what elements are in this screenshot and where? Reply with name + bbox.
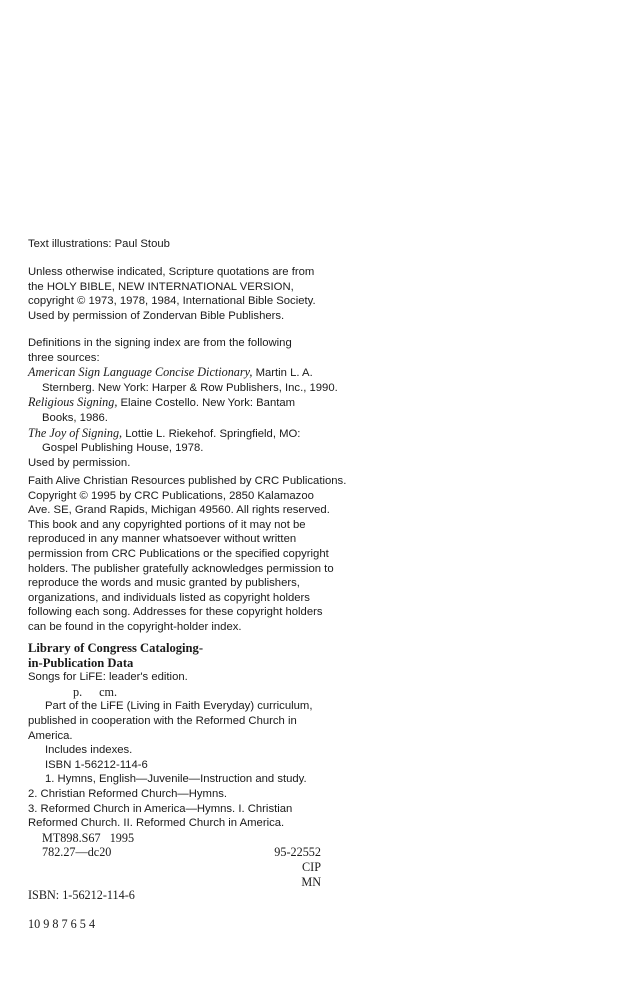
- cip-pages: p.: [73, 684, 83, 699]
- cip-subject: Reformed Church. II. Reformed Church in America.: [28, 817, 285, 830]
- source-details: Lottie L. Riekehof. Springfield, MO:: [122, 427, 301, 440]
- definitions-intro: Definitions in the signing index are from the following: [28, 337, 292, 349]
- scripture-line: Unless otherwise indicated, Scripture quotations are from: [28, 266, 315, 278]
- cip-indexes: Includes indexes.: [45, 744, 133, 757]
- publisher-line: reproduced in any manner whatsoever without written: [28, 533, 297, 546]
- source-title: American Sign Language Concise Dictionary,: [28, 365, 253, 380]
- publisher-line: Ave. SE, Grand Rapids, Michigan 49560. All rights reserved.: [28, 504, 330, 517]
- cip-note: America.: [28, 729, 73, 742]
- publisher-notice: [28, 474, 368, 635]
- definitions-notice: [28, 336, 368, 470]
- scripture-notice: [28, 265, 368, 323]
- source-details: Elaine Costello. New York: Bantam: [117, 397, 296, 410]
- mn-mark: MN: [301, 874, 321, 889]
- cip-heading: in-Publication Data: [28, 655, 134, 670]
- publisher-line: Copyright © 1995 by CRC Publications, 2850 Kalamazoo: [28, 489, 314, 502]
- cip-note: Part of the LiFE (Living in Faith Everyday) curriculum,: [45, 700, 313, 713]
- cip-subject: 3. Reformed Church in America—Hymns. I. Christian: [28, 802, 293, 815]
- definitions-outro: Used by permission.: [28, 456, 131, 469]
- footer-isbn-line: ISBN: 1-56212-114-6: [28, 888, 135, 902]
- printing-line: [28, 917, 368, 932]
- publisher-line: holders. The publisher gratefully acknowledges permission to: [28, 562, 334, 575]
- illustrations-credit-line: Text illustrations: Paul Stoub: [28, 238, 170, 250]
- cip-dewey-row: [28, 845, 321, 860]
- source-title: The Joy of Signing,: [28, 425, 123, 440]
- scripture-line: the HOLY BIBLE, NEW INTERNATIONAL VERSION,: [28, 280, 294, 293]
- publisher-line: Faith Alive Christian Resources published by CRC Publications.: [28, 475, 347, 487]
- illustrations-credit: [28, 237, 368, 252]
- publisher-line: organizations, and individuals listed as copyright holders: [28, 591, 310, 604]
- definitions-intro: three sources:: [28, 351, 100, 364]
- source-entry: [28, 426, 368, 442]
- source-continuation: Books, 1986.: [42, 411, 108, 424]
- scripture-line: Used by permission of Zondervan Bible Publishers.: [28, 309, 285, 322]
- footer-isbn: [28, 888, 368, 903]
- source-details: Martin L. A.: [252, 367, 313, 380]
- source-title: Religious Signing,: [28, 395, 118, 410]
- publisher-line: permission from CRC Publications or the specified copyright: [28, 547, 329, 560]
- scripture-line: copyright © 1973, 1978, 1984, International Bible Society.: [28, 295, 316, 308]
- publisher-line: This book and any copyrighted portions of it may not be: [28, 518, 306, 531]
- cip-data: [28, 641, 368, 889]
- cip-subject: 1. Hymns, English—Juvenile—Instruction and study.: [45, 773, 307, 786]
- publisher-line: following each song. Addresses for these copyright holders: [28, 606, 323, 619]
- source-entry: [28, 365, 368, 381]
- cip-lccn: 95-22552: [274, 845, 321, 860]
- cip-size: cm.: [99, 684, 118, 699]
- cip-title: Songs for LiFE: leader's edition.: [28, 671, 188, 684]
- source-continuation: Sternberg. New York: Harper & Row Publishers, Inc., 1990.: [42, 381, 338, 394]
- cip-heading: Library of Congress Cataloging-: [28, 641, 204, 655]
- cip-physical: [28, 685, 368, 700]
- publisher-line: can be found in the copyright-holder index.: [28, 620, 242, 633]
- cip-mark: CIP: [302, 859, 321, 874]
- publisher-line: reproduce the words and music granted by publishers,: [28, 577, 300, 590]
- printing-numbers: 10 9 8 7 6 5 4: [28, 917, 96, 931]
- cip-classification: MT898.S67 1995: [42, 830, 135, 845]
- cip-dewey: 782.27—dc20: [42, 845, 112, 860]
- source-entry: [28, 395, 368, 411]
- cip-isbn: ISBN 1-56212-114-6: [45, 758, 148, 771]
- source-continuation: Gospel Publishing House, 1978.: [42, 442, 204, 455]
- cip-note: published in cooperation with the Reformed Church in: [28, 714, 297, 727]
- cip-subject: 2. Christian Reformed Church—Hymns.: [28, 787, 228, 800]
